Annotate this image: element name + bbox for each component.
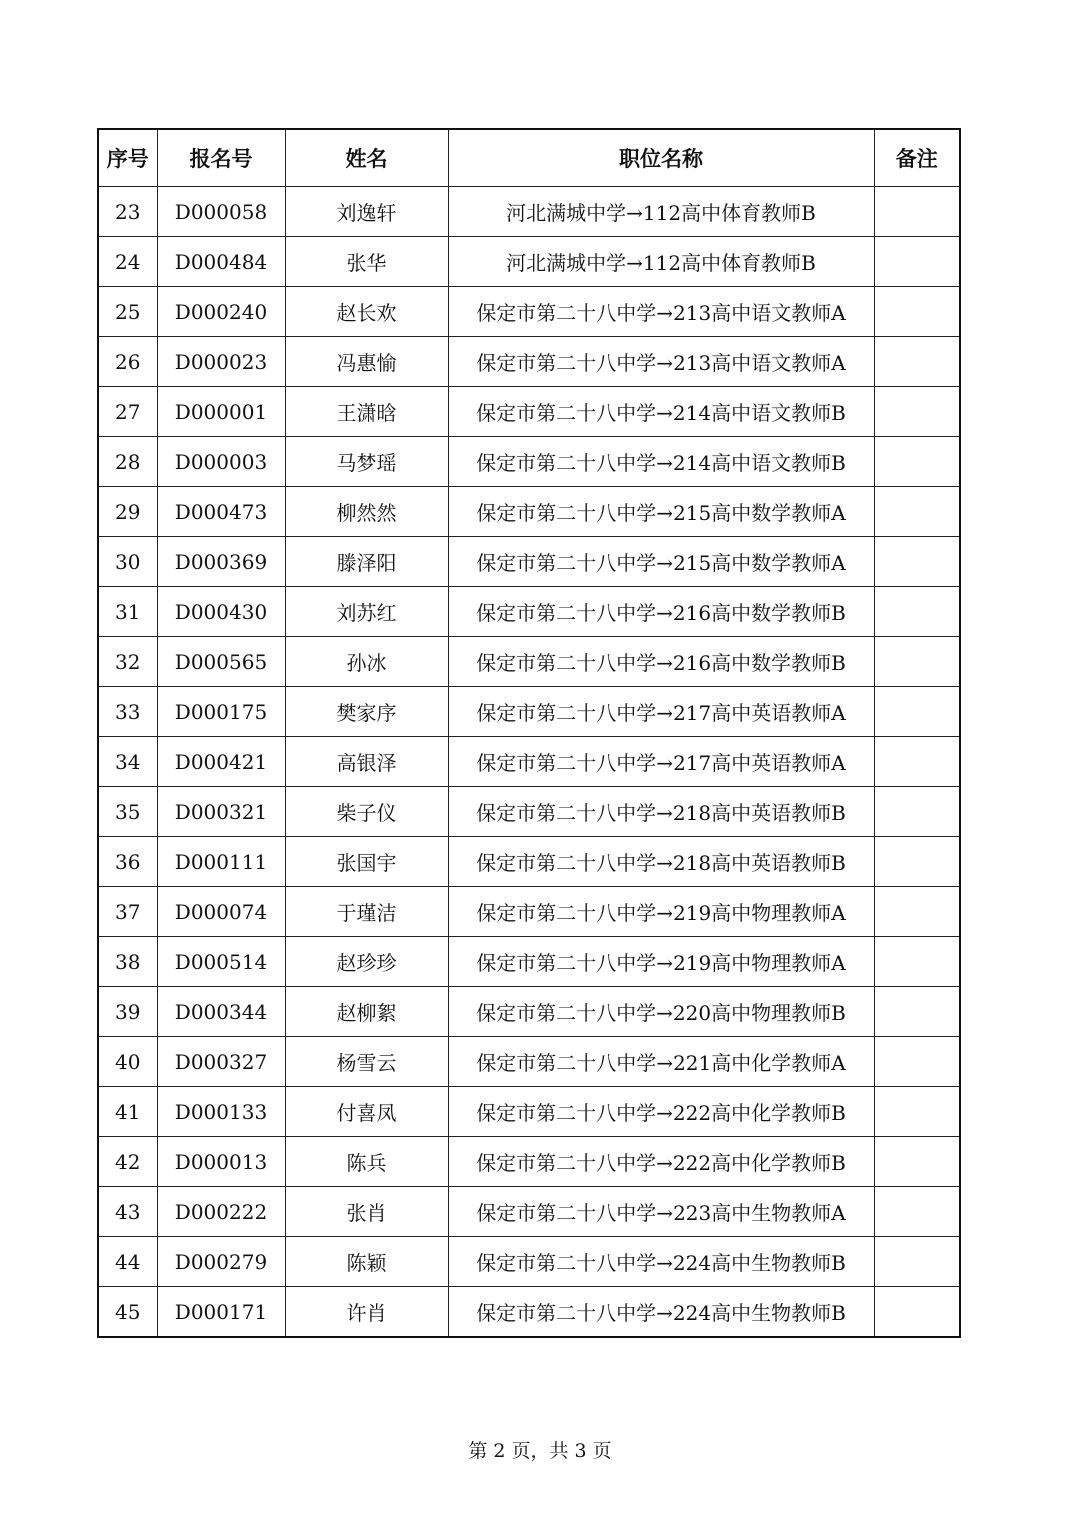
cell-registration-no: D000344: [157, 987, 285, 1037]
cell-index: 45: [98, 1287, 157, 1338]
table-row: [98, 487, 960, 537]
cell-index: 25: [98, 287, 157, 337]
cell-remarks: [874, 337, 960, 387]
cell-remarks: [874, 1287, 960, 1338]
cell-remarks: [874, 537, 960, 587]
cell-remarks: [874, 237, 960, 287]
cell-position: 保定市第二十八中学→217高中英语教师A: [448, 737, 874, 787]
cell-position: 保定市第二十八中学→221高中化学教师A: [448, 1037, 874, 1087]
cell-position: 保定市第二十八中学→215高中数学教师A: [448, 487, 874, 537]
cell-registration-no: D000484: [157, 237, 285, 287]
table-row: [98, 437, 960, 487]
cell-registration-no: D000023: [157, 337, 285, 387]
cell-position: 保定市第二十八中学→218高中英语教师B: [448, 787, 874, 837]
table-row: [98, 1287, 960, 1338]
cell-registration-no: D000171: [157, 1287, 285, 1338]
cell-index: 31: [98, 587, 157, 637]
cell-remarks: [874, 687, 960, 737]
page-number-footer: 第 2 页，共 3 页: [468, 1440, 612, 1462]
cell-name: 樊家序: [285, 687, 448, 737]
header-row: [98, 129, 960, 187]
cell-registration-no: D000240: [157, 287, 285, 337]
cell-position: 保定市第二十八中学→222高中化学教师B: [448, 1137, 874, 1187]
cell-index: 37: [98, 887, 157, 937]
cell-name: 赵柳絮: [285, 987, 448, 1037]
cell-name: 张华: [285, 237, 448, 287]
cell-position: 保定市第二十八中学→222高中化学教师B: [448, 1087, 874, 1137]
cell-registration-no: D000430: [157, 587, 285, 637]
cell-registration-no: D000074: [157, 887, 285, 937]
cell-position: 保定市第二十八中学→216高中数学教师B: [448, 587, 874, 637]
cell-index: 38: [98, 937, 157, 987]
cell-remarks: [874, 1137, 960, 1187]
cell-name: 杨雪云: [285, 1037, 448, 1087]
cell-registration-no: D000565: [157, 637, 285, 687]
cell-registration-no: D000058: [157, 187, 285, 237]
cell-registration-no: D000001: [157, 387, 285, 437]
table-row: [98, 187, 960, 237]
cell-remarks: [874, 737, 960, 787]
cell-index: 28: [98, 437, 157, 487]
cell-index: 44: [98, 1237, 157, 1287]
cell-index: 23: [98, 187, 157, 237]
header-registration-no: 报名号: [157, 129, 285, 187]
cell-remarks: [874, 987, 960, 1037]
cell-remarks: [874, 1037, 960, 1087]
table-header: [98, 129, 960, 187]
header-position: 职位名称: [448, 129, 874, 187]
cell-name: 柴子仪: [285, 787, 448, 837]
table-row: [98, 837, 960, 887]
cell-remarks: [874, 937, 960, 987]
table-row: [98, 1037, 960, 1087]
cell-remarks: [874, 437, 960, 487]
cell-name: 许肖: [285, 1287, 448, 1338]
cell-position: 河北满城中学→112高中体育教师B: [448, 237, 874, 287]
cell-position: 保定市第二十八中学→214高中语文教师B: [448, 387, 874, 437]
cell-registration-no: D000514: [157, 937, 285, 987]
cell-index: 40: [98, 1037, 157, 1087]
cell-remarks: [874, 387, 960, 437]
table-row: [98, 1187, 960, 1237]
cell-name: 滕泽阳: [285, 537, 448, 587]
cell-name: 刘逸轩: [285, 187, 448, 237]
table-row: [98, 337, 960, 387]
cell-remarks: [874, 487, 960, 537]
cell-registration-no: D000013: [157, 1137, 285, 1187]
cell-index: 34: [98, 737, 157, 787]
cell-position: 保定市第二十八中学→213高中语文教师A: [448, 337, 874, 387]
cell-name: 刘苏红: [285, 587, 448, 637]
cell-registration-no: D000003: [157, 437, 285, 487]
cell-name: 陈兵: [285, 1137, 448, 1187]
cell-index: 43: [98, 1187, 157, 1237]
cell-name: 陈颖: [285, 1237, 448, 1287]
cell-position: 保定市第二十八中学→224高中生物教师B: [448, 1287, 874, 1338]
cell-registration-no: D000175: [157, 687, 285, 737]
header-remarks: 备注: [874, 129, 960, 187]
cell-name: 马梦瑶: [285, 437, 448, 487]
table-row: [98, 737, 960, 787]
cell-registration-no: D000133: [157, 1087, 285, 1137]
cell-name: 付喜凤: [285, 1087, 448, 1137]
cell-index: 41: [98, 1087, 157, 1137]
cell-name: 高银泽: [285, 737, 448, 787]
cell-remarks: [874, 187, 960, 237]
cell-registration-no: D000369: [157, 537, 285, 587]
cell-remarks: [874, 1087, 960, 1137]
table-row: [98, 887, 960, 937]
table-row: [98, 637, 960, 687]
table-row: [98, 287, 960, 337]
cell-position: 保定市第二十八中学→219高中物理教师A: [448, 887, 874, 937]
table-row: [98, 787, 960, 837]
cell-position: 保定市第二十八中学→219高中物理教师A: [448, 937, 874, 987]
cell-index: 39: [98, 987, 157, 1037]
cell-index: 32: [98, 637, 157, 687]
table-row: [98, 987, 960, 1037]
cell-name: 张国宇: [285, 837, 448, 887]
cell-registration-no: D000421: [157, 737, 285, 787]
cell-index: 24: [98, 237, 157, 287]
cell-index: 26: [98, 337, 157, 387]
cell-position: 河北满城中学→112高中体育教师B: [448, 187, 874, 237]
table-row: [98, 687, 960, 737]
cell-position: 保定市第二十八中学→224高中生物教师B: [448, 1237, 874, 1287]
cell-registration-no: D000111: [157, 837, 285, 887]
cell-registration-no: D000279: [157, 1237, 285, 1287]
table-body: [98, 187, 960, 1338]
table-row: [98, 537, 960, 587]
cell-position: 保定市第二十八中学→213高中语文教师A: [448, 287, 874, 337]
cell-position: 保定市第二十八中学→216高中数学教师B: [448, 637, 874, 687]
cell-registration-no: D000473: [157, 487, 285, 537]
cell-name: 冯惠愉: [285, 337, 448, 387]
cell-index: 29: [98, 487, 157, 537]
cell-remarks: [874, 837, 960, 887]
cell-registration-no: D000321: [157, 787, 285, 837]
cell-name: 赵长欢: [285, 287, 448, 337]
cell-position: 保定市第二十八中学→217高中英语教师A: [448, 687, 874, 737]
table-row: [98, 237, 960, 287]
cell-position: 保定市第二十八中学→220高中物理教师B: [448, 987, 874, 1037]
header-index: 序号: [98, 129, 157, 187]
cell-name: 于瑾洁: [285, 887, 448, 937]
cell-remarks: [874, 1237, 960, 1287]
cell-position: 保定市第二十八中学→214高中语文教师B: [448, 437, 874, 487]
cell-remarks: [874, 887, 960, 937]
cell-remarks: [874, 587, 960, 637]
cell-index: 42: [98, 1137, 157, 1187]
table-row: [98, 587, 960, 637]
cell-remarks: [874, 287, 960, 337]
cell-remarks: [874, 1187, 960, 1237]
header-name: 姓名: [285, 129, 448, 187]
cell-name: 柳然然: [285, 487, 448, 537]
cell-name: 张肖: [285, 1187, 448, 1237]
cell-index: 36: [98, 837, 157, 887]
table-row: [98, 937, 960, 987]
roster-table: [97, 128, 961, 1338]
cell-index: 33: [98, 687, 157, 737]
cell-remarks: [874, 787, 960, 837]
cell-position: 保定市第二十八中学→218高中英语教师B: [448, 837, 874, 887]
table-row: [98, 1087, 960, 1137]
cell-position: 保定市第二十八中学→223高中生物教师A: [448, 1187, 874, 1237]
cell-name: 孙冰: [285, 637, 448, 687]
table-row: [98, 387, 960, 437]
cell-index: 27: [98, 387, 157, 437]
cell-remarks: [874, 637, 960, 687]
cell-registration-no: D000327: [157, 1037, 285, 1087]
table-row: [98, 1237, 960, 1287]
cell-registration-no: D000222: [157, 1187, 285, 1237]
cell-index: 35: [98, 787, 157, 837]
cell-position: 保定市第二十八中学→215高中数学教师A: [448, 537, 874, 587]
cell-index: 30: [98, 537, 157, 587]
cell-name: 赵珍珍: [285, 937, 448, 987]
table-row: [98, 1137, 960, 1187]
cell-name: 王潇晗: [285, 387, 448, 437]
